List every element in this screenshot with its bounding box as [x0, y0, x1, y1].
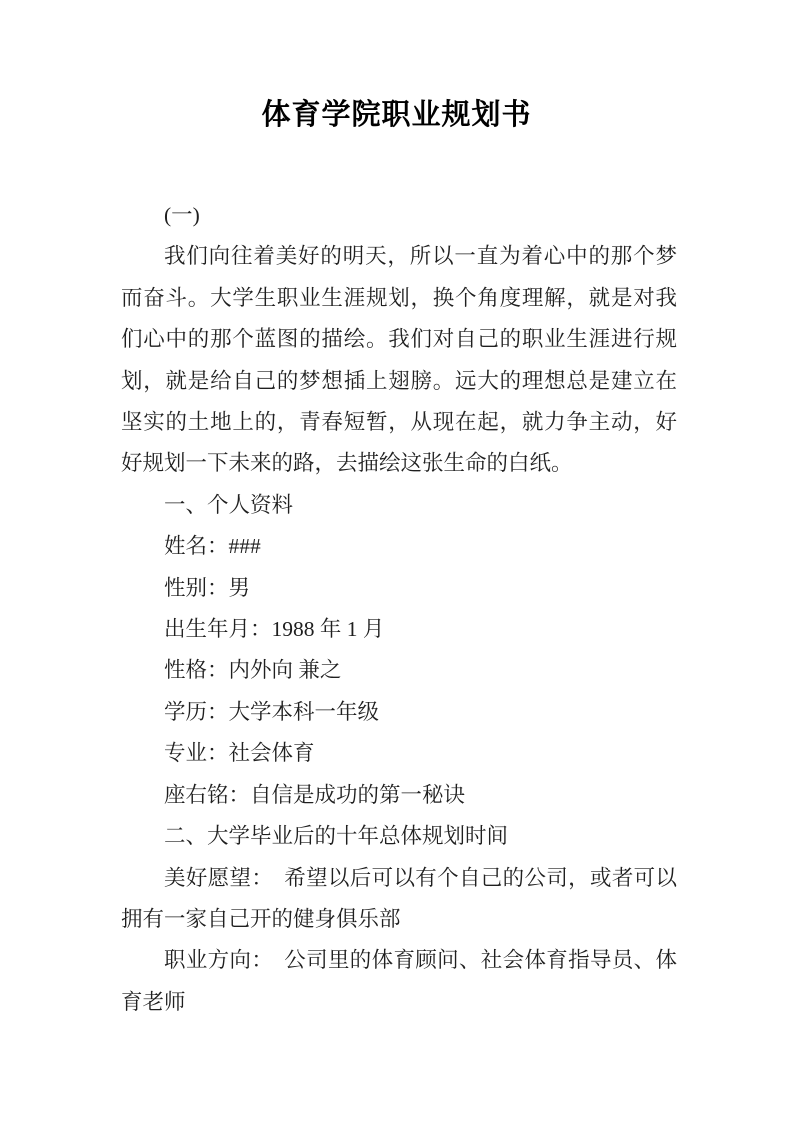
document-title: 体育学院职业规划书 [261, 99, 532, 131]
paragraph: 性格：内外向 兼之 [164, 658, 342, 683]
document-body [0, 195, 793, 1023]
paragraph: (一) [164, 203, 200, 227]
paragraph: 美好愿望： 希望以后可以有个自己的公司，或者可以拥有一家自己开的健身俱乐部 [121, 865, 677, 931]
paragraph: 我们向往着美好的明天，所以一直为着心中的那个梦而奋斗。大学生职业生涯规划，换个角度理解，就是对我们心中的那个蓝图的描绘。我们对自己的职业生涯进行规划，就是给自己的梦想插上翅膀。远大的理想总是建立在坚实的土地上的，青春短暂，从现在起，就力争主动，好好规划一下未来的路，去描绘这张生命的白纸。 [121, 244, 677, 476]
paragraph: 座右铭：自信是成功的第一秘诀 [164, 782, 466, 807]
paragraph: 职业方向： 公司里的体育顾问、社会体育指导员、体育老师 [121, 948, 677, 1014]
paragraph: 出生年月：1988 年 1 月 [164, 617, 385, 642]
paragraph: 专业：社会体育 [164, 741, 315, 766]
paragraph: 一、个人资料 [164, 492, 294, 517]
paragraph: 姓名：### [164, 534, 261, 559]
paragraph: 二、大学毕业后的十年总体规划时间 [164, 824, 509, 849]
paragraph: 性别：男 [164, 575, 251, 600]
paragraph: 学历：大学本科一年级 [164, 699, 380, 724]
